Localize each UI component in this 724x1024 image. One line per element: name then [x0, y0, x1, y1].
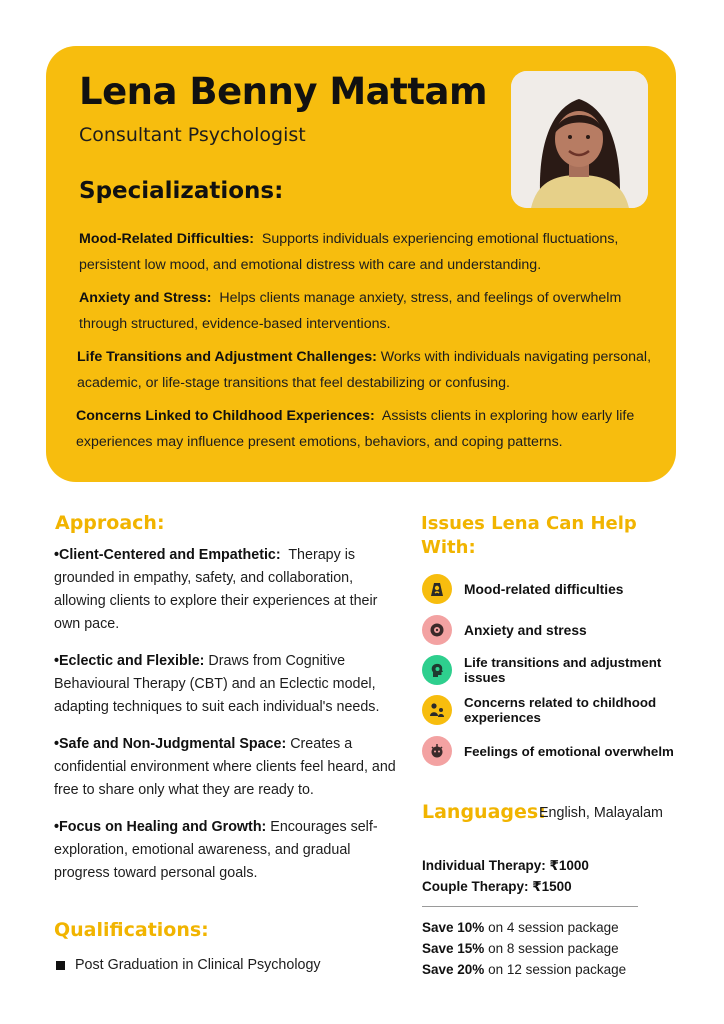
package-offer — [422, 941, 619, 956]
spec-item — [79, 226, 654, 278]
spec-item — [76, 403, 651, 455]
spec-item — [77, 344, 652, 396]
profile-photo — [511, 71, 648, 208]
approach-item — [54, 544, 399, 636]
qualification-item — [56, 957, 321, 973]
spec-label: Anxiety and Stress: — [79, 290, 212, 306]
approach-label: •Eclectic and Flexible: — [54, 653, 205, 669]
approach-item — [54, 816, 399, 885]
issues-title: Issues Lena Can Help With: — [421, 513, 637, 558]
approach-label: •Safe and Non-Judgmental Space: — [54, 736, 287, 752]
approach-label: •Client-Centered and Empathetic: — [54, 547, 281, 563]
issue-item — [422, 615, 694, 645]
issue-label: Anxiety and stress — [464, 622, 587, 638]
approach-text: Draws from Cognitive Behavioural Therapy (CBT) and an Eclectic model, adapting techniques to suit each individual's needs. — [54, 653, 380, 715]
anxious-head-icon — [422, 615, 452, 645]
issue-label: Mood-related difficulties — [464, 581, 624, 597]
head-profile-icon — [422, 655, 452, 685]
issue-item — [422, 695, 694, 725]
package-text: on 12 session package — [488, 962, 627, 977]
spec-label: Mood-Related Difficulties: — [79, 231, 254, 247]
package-offer — [422, 920, 619, 935]
profile-card — [46, 46, 676, 482]
languages-title: Languages: — [422, 801, 546, 823]
package-text: on 8 session package — [488, 941, 619, 956]
spec-item — [79, 285, 654, 337]
issue-label: Life transitions and adjustment issues — [464, 655, 662, 685]
approach-text: Encourages self-exploration, emotional awareness, and gradual progress toward personal goals. — [54, 819, 378, 881]
approach-text: Therapy is grounded in empathy, safety, and collaboration, allowing clients to explore their experiences at their own pace. — [54, 547, 378, 632]
profile-name: Lena Benny Mattam — [79, 70, 488, 113]
overwhelm-face-icon — [422, 736, 452, 766]
spec-label: Concerns Linked to Childhood Experiences: — [76, 408, 375, 424]
spec-text: Helps clients manage anxiety, stress, and feelings of overwhelm through structured, evidence-based interventions. — [79, 290, 622, 332]
issue-label: Concerns related to childhood experiences — [464, 695, 657, 725]
parent-child-icon — [422, 695, 452, 725]
approach-text: Creates a confidential environment where clients feel heard, and free to share only what they are ready to. — [54, 736, 396, 798]
spec-text: Supports individuals experiencing emotional fluctuations, persistent low mood, and emotional distress with care and understanding. — [79, 231, 619, 273]
approach-item — [54, 733, 399, 802]
square-bullet-icon — [56, 961, 65, 970]
pricing-divider — [422, 906, 638, 907]
mood-face-icon — [422, 574, 452, 604]
package-text: on 4 session package — [488, 920, 619, 935]
portrait-image — [511, 71, 648, 208]
issue-item — [422, 574, 694, 604]
qualifications-title: Qualifications: — [54, 919, 209, 941]
approach-label: •Focus on Healing and Growth: — [54, 819, 267, 835]
issue-item — [422, 736, 694, 766]
specializations-title: Specializations: — [79, 178, 284, 204]
couple-therapy-price: Couple Therapy: ₹1500 — [422, 879, 572, 894]
approach-title: Approach: — [55, 512, 165, 534]
spec-label: Life Transitions and Adjustment Challenges: — [77, 349, 377, 365]
package-discount: Save 20% — [422, 962, 485, 977]
profile-role: Consultant Psychologist — [79, 124, 306, 146]
spec-text: Assists clients in exploring how early life experiences may influence present emotions, behaviors, and coping patterns. — [76, 408, 635, 450]
spec-text: Works with individuals navigating personal, academic, or life-stage transitions that feel destabilizing or confusing. — [77, 349, 652, 391]
qualification-text: Post Graduation in Clinical Psychology — [75, 957, 321, 973]
languages-value: English, Malayalam — [539, 805, 663, 821]
package-offer — [422, 962, 626, 977]
package-discount: Save 15% — [422, 941, 485, 956]
issue-label: Feelings of emotional overwhelm — [464, 743, 674, 759]
package-discount: Save 10% — [422, 920, 485, 935]
issue-item — [422, 655, 694, 685]
individual-therapy-price: Individual Therapy: ₹1000 — [422, 858, 589, 873]
approach-item — [54, 650, 399, 719]
